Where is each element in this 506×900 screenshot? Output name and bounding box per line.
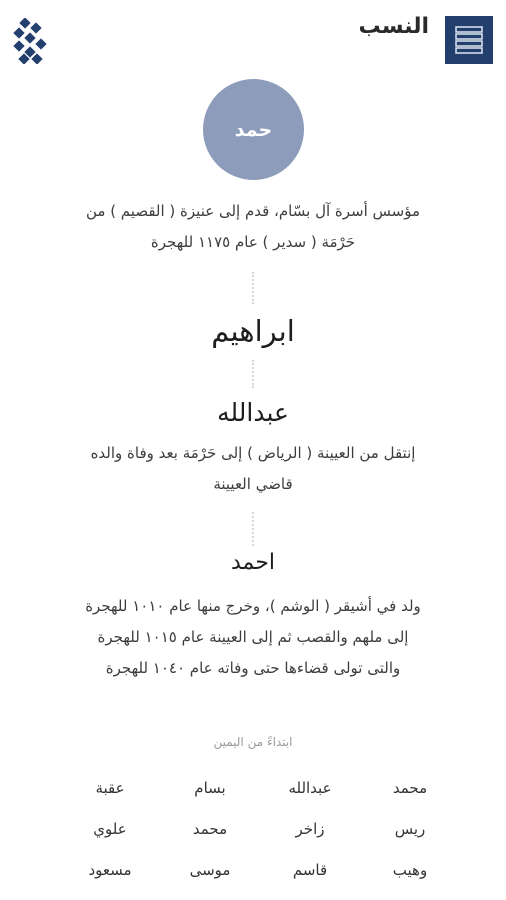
connector-line: [252, 272, 254, 304]
ancestor-name-ibrahim: ابراهيم: [211, 314, 295, 348]
app-header: [0, 0, 506, 80]
founder-avatar: حمد: [203, 79, 304, 180]
ahmad-description-line-1: ولد في أشيقر ( الوشم )، وخرج منها عام ١٠١٠ للهجرة: [85, 597, 421, 615]
founder-description: [40, 196, 466, 258]
ancestor-name-abdullah: عبدالله: [217, 398, 289, 427]
menu-button[interactable]: [445, 16, 493, 64]
lineage-name: مسعود: [88, 861, 132, 879]
lineage-names-grid: [60, 771, 460, 894]
abdullah-description: [40, 438, 466, 500]
ahmad-description: [40, 591, 466, 684]
founder-description-line-2: حَرْمَة ( سدير ) عام ١١٧٥ للهجرة: [150, 233, 356, 251]
page-title: النسب: [358, 14, 429, 39]
lineage-name: بسام: [194, 779, 226, 797]
ahmad-description-line-2: إلى ملهم والقصب ثم إلى العيينة عام ١٠١٥ للهجرة: [97, 628, 409, 646]
connector-line: [252, 360, 254, 388]
lineage-name: علوي: [93, 820, 127, 838]
lineage-name: عبدالله: [288, 779, 332, 797]
lineage-name: وهيب: [392, 861, 428, 879]
lineage-subtitle: ابتداءً من اليمين: [213, 735, 293, 749]
lineage-name: محمد: [192, 820, 228, 838]
ancestor-name-ahmad: احمد: [231, 550, 275, 575]
founder-description-line-1: مؤسس أسرة آل بسّام، قدم إلى عنيزة ( القصيم ) من: [85, 202, 421, 220]
abdullah-description-line-2: قاضي العيينة: [213, 475, 293, 493]
abdullah-description-line-1: إنتقل من العيينة ( الرياض ) إلى حَرْمَة بعد وفاة والده: [90, 444, 416, 462]
menu-icon: [455, 25, 483, 55]
diamond-pattern-logo[interactable]: [12, 18, 48, 64]
connector-line: [252, 512, 254, 546]
ahmad-description-line-3: والتى تولى قضاءها حتى وفاته عام ١٠٤٠ للهجرة: [105, 659, 401, 677]
lineage-name: عقبة: [95, 779, 125, 797]
lineage-name: قاسم: [292, 861, 328, 879]
lineage-name: موسى: [189, 861, 231, 879]
lineage-name: محمد: [392, 779, 428, 797]
lineage-name: ريس: [394, 820, 426, 838]
lineage-name: زاخر: [295, 820, 325, 838]
